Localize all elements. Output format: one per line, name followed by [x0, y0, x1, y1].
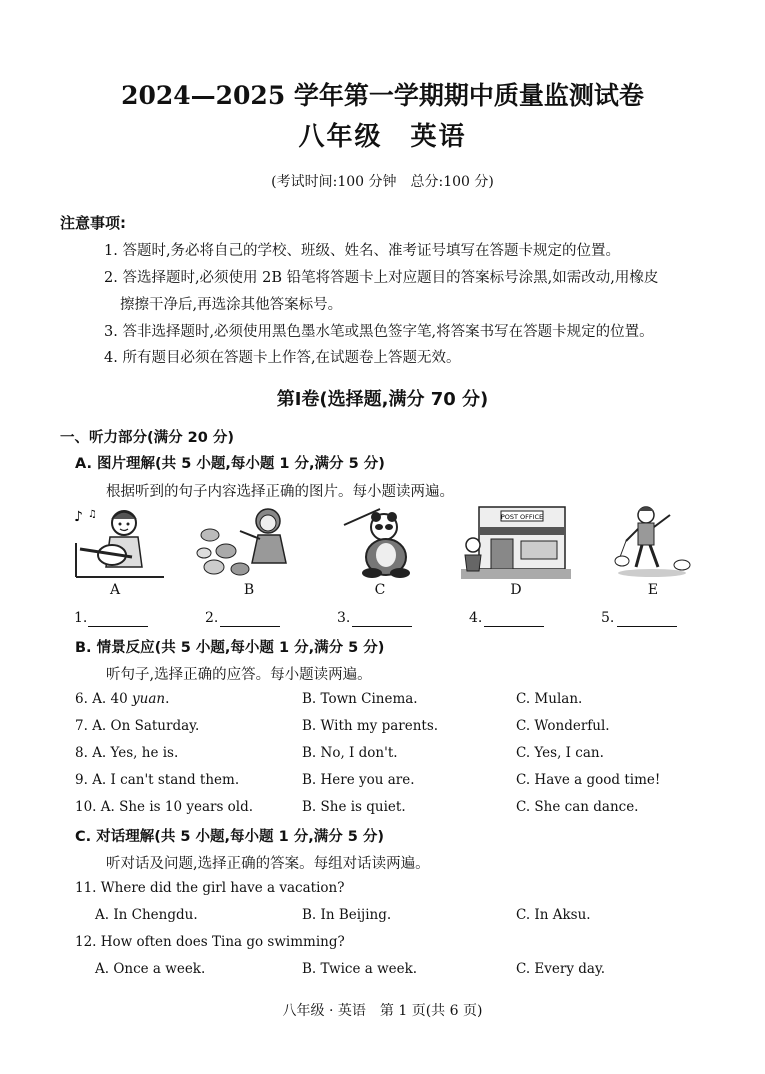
note-item-continuation: 擦擦干净后,再选涂其他答案标号。 — [120, 297, 343, 313]
question-12: 12. How often does Tina go swimming? — [75, 934, 345, 950]
question-11: 11. Where did the girl have a vacation? — [75, 880, 345, 896]
grade-label: 八年级 — [298, 122, 383, 152]
question-9-option-b: B. Here you are. — [302, 772, 415, 788]
svg-text:♪: ♪ — [74, 509, 83, 525]
question-6-option-b: B. Town Cinema. — [302, 691, 418, 707]
picture-label: D — [510, 582, 522, 598]
question-11-option-a: A. In Chengdu. — [95, 907, 198, 923]
svg-text:♫: ♫ — [88, 509, 97, 520]
listening-title: 一、听力部分(满分 20 分) — [60, 430, 235, 446]
question-6-option-c: C. Mulan. — [516, 691, 583, 707]
answer-blank-line — [220, 626, 280, 627]
question-7-option-b: B. With my parents. — [302, 718, 439, 734]
page-footer: 八年级 · 英语 第 1 页(共 6 页) — [282, 1003, 483, 1019]
picture-label: A — [109, 582, 121, 598]
part-b-title: B. 情景反应(共 5 小题,每小题 1 分,满分 5 分) — [75, 640, 385, 656]
note-item: 2. 答选择题时,必须使用 2B 铅笔将答题卡上对应题目的答案标号涂黑,如需改动,用橡皮 — [104, 270, 659, 286]
kungfu-panda-icon — [340, 505, 420, 579]
question-8-option-a: 8. A. Yes, he is. — [75, 745, 179, 761]
question-10-option-b: B. She is quiet. — [302, 799, 406, 815]
note-item: 3. 答非选择题时,必须使用黑色墨水笔或黑色签字笔,将答案书写在答题卡规定的位置。 — [104, 324, 654, 340]
exam-subtitle — [0, 116, 765, 153]
part-a-instruction: 根据听到的句子内容选择正确的图片。每小题读两遍。 — [106, 484, 454, 500]
part-c-title: C. 对话理解(共 5 小题,每小题 1 分,满分 5 分) — [75, 829, 385, 845]
boy-playing-guitar-icon — [72, 505, 164, 579]
girl-with-ducks-icon — [196, 505, 296, 579]
answer-blank-line — [352, 626, 412, 627]
question-8-option-c: C. Yes, I can. — [516, 745, 604, 761]
notes-heading: 注意事项: — [60, 214, 126, 232]
answer-blank-number: 2. — [205, 610, 219, 626]
exam-info: (考试时间:100 分钟 总分:100 分) — [271, 174, 494, 190]
question-7-option-a: 7. A. On Saturday. — [75, 718, 200, 734]
question-11-option-c: C. In Aksu. — [516, 907, 591, 923]
question-12-option-b: B. Twice a week. — [302, 961, 418, 977]
question-10-option-c: C. She can dance. — [516, 799, 639, 815]
part-c-instruction: 听对话及问题,选择正确的答案。每组对话读两遍。 — [106, 856, 430, 872]
part-b-instruction: 听句子,选择正确的应答。每小题读两遍。 — [106, 667, 372, 683]
part-a-title: A. 图片理解(共 5 小题,每小题 1 分,满分 5 分) — [75, 456, 385, 472]
question-9-option-c: C. Have a good time! — [516, 772, 661, 788]
answer-blank-line — [484, 626, 544, 627]
answer-blank-line — [88, 626, 148, 627]
picture-label: C — [374, 582, 386, 598]
question-12-option-c: C. Every day. — [516, 961, 606, 977]
question-9-option-a: 9. A. I can't stand them. — [75, 772, 240, 788]
question-7-option-c: C. Wonderful. — [516, 718, 610, 734]
post-office-sign: POST OFFICE — [500, 513, 544, 521]
answer-blank-line — [617, 626, 677, 627]
question-6-option-a: 6. A. 40 yuan. — [75, 691, 170, 707]
answer-blank-number: 3. — [337, 610, 351, 626]
post-office-icon — [461, 505, 571, 579]
man-walking-dog-icon — [612, 505, 698, 579]
section-title: 第Ⅰ卷(选择题,满分 70 分) — [276, 389, 489, 410]
note-item: 1. 答题时,务必将自己的学校、班级、姓名、准考证号填写在答题卡规定的位置。 — [104, 243, 621, 259]
subject-label: 英语 — [410, 122, 467, 152]
picture-label: E — [647, 582, 659, 598]
question-12-option-a: A. Once a week. — [95, 961, 206, 977]
note-item: 4. 所有题目必须在答题卡上作答,在试题卷上答题无效。 — [104, 350, 461, 366]
answer-blank-number: 4. — [469, 610, 483, 626]
answer-blank-number: 5. — [601, 610, 615, 626]
picture-label: B — [243, 582, 255, 598]
exam-title: 2024—2025 学年第一学期期中质量监测试卷 — [121, 81, 644, 110]
answer-blank-number: 1. — [74, 610, 88, 626]
question-11-option-b: B. In Beijing. — [302, 907, 392, 923]
question-8-option-b: B. No, I don't. — [302, 745, 398, 761]
question-10-option-a: 10. A. She is 10 years old. — [75, 799, 254, 815]
